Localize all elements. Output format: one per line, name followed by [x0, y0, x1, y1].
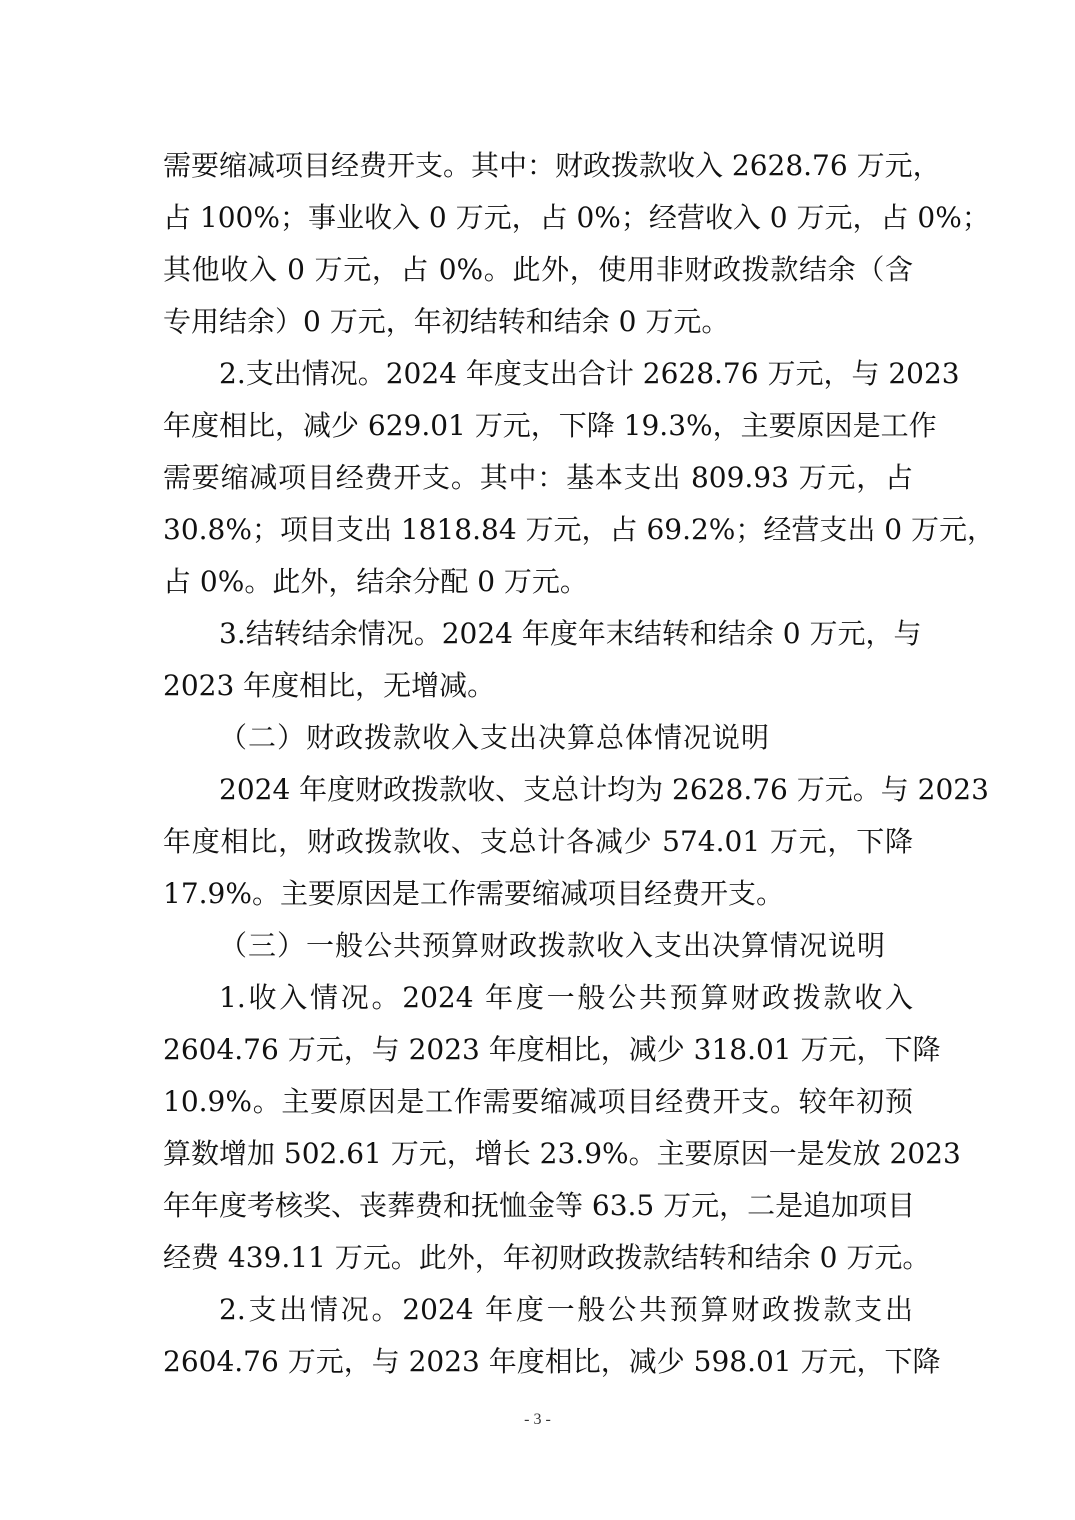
page-number: - 3 -: [524, 1411, 551, 1428]
text-line: 占 0%。此外，结余分配 0 万元。: [163, 565, 588, 598]
text-line: 算数增加 502.61 万元，增长 23.9%。主要原因一是发放 2023: [163, 1137, 961, 1170]
text-line: 2023 年度相比，无增减。: [163, 669, 496, 702]
section-heading: （二）财政拨款收入支出决算总体情况说明: [219, 721, 771, 754]
text-line: 2.支出情况。2024 年度支出合计 2628.76 万元，与 2023: [219, 357, 960, 390]
text-line: 2024 年度财政拨款收、支总计均为 2628.76 万元。与 2023: [219, 773, 989, 806]
text-line: 10.9%。主要原因是工作需要缩减项目经费开支。较年初预: [163, 1085, 913, 1118]
text-line: 1.收入情况。2024 年度一般公共预算财政拨款收入: [219, 981, 913, 1014]
text-line: 3.结转结余情况。2024 年度年末结转和结余 0 万元，与: [219, 617, 922, 650]
text-line: 30.8%；项目支出 1818.84 万元，占 69.2%；经营支出 0 万元，: [163, 513, 996, 546]
text-line: 17.9%。主要原因是工作需要缩减项目经费开支。: [163, 877, 784, 910]
text-line: 其他收入 0 万元，占 0%。此外，使用非财政拨款结余（含: [163, 253, 913, 286]
text-line: 年度相比，财政拨款收、支总计各减少 574.01 万元，下降: [163, 825, 913, 858]
text-line: 年年度考核奖、丧葬费和抚恤金等 63.5 万元，二是追加项目: [163, 1189, 916, 1222]
text-line: 需要缩减项目经费开支。其中：基本支出 809.93 万元，占: [163, 461, 913, 494]
text-line: 2.支出情况。2024 年度一般公共预算财政拨款支出: [219, 1293, 913, 1326]
text-line: 专用结余）0 万元，年初结转和结余 0 万元。: [163, 305, 730, 338]
text-line: 占 100%；事业收入 0 万元，占 0%；经营收入 0 万元，占 0%；: [163, 201, 990, 234]
text-line: 经费 439.11 万元。此外，年初财政拨款结转和结余 0 万元。: [163, 1241, 931, 1274]
section-heading: （三）一般公共预算财政拨款收入支出决算情况说明: [219, 929, 887, 962]
text-line: 2604.76 万元，与 2023 年度相比，减少 598.01 万元，下降: [163, 1345, 941, 1378]
text-line: 年度相比，减少 629.01 万元，下降 19.3%，主要原因是工作: [163, 409, 937, 442]
text-line: 需要缩减项目经费开支。其中：财政拨款收入 2628.76 万元，: [163, 149, 941, 182]
text-line: 2604.76 万元，与 2023 年度相比，减少 318.01 万元，下降: [163, 1033, 941, 1066]
